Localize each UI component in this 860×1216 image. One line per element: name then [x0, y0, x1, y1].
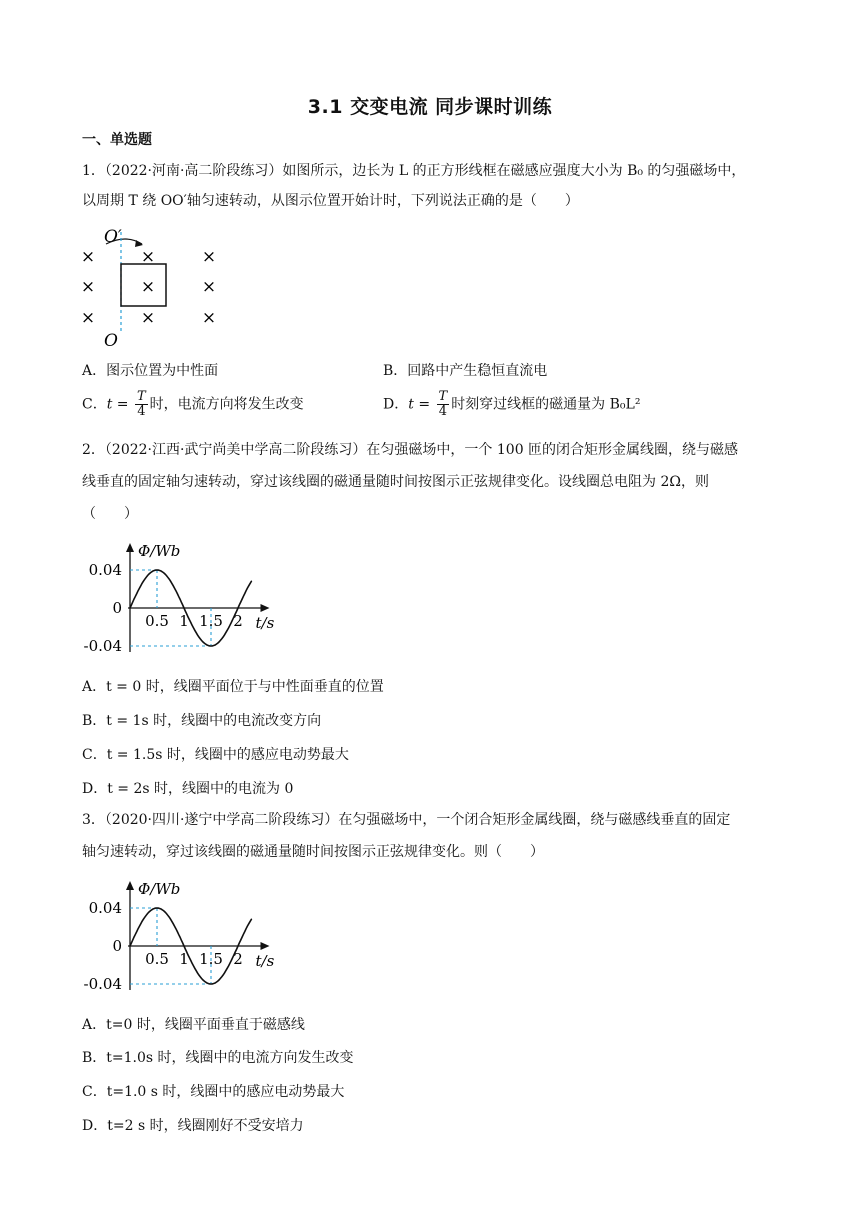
y-tick-label: -0.04	[83, 975, 122, 993]
q1-line-2: 以周期 T 绕 OO′轴匀速转动，从图示位置开始计时，下列说法正确的是（ ）	[82, 193, 579, 209]
y-axis-arrow	[126, 543, 134, 552]
q2-line-1: 2．（2022·江西·武宁尚美中学高二阶段练习）在匀强磁场中，一个 100 匝的闭合矩形金属线圈，绕与磁感	[82, 442, 739, 458]
x-tick-label: 1	[179, 950, 189, 968]
x-axis-label: t/s	[255, 952, 275, 970]
fraction-denominator: 4	[137, 404, 146, 419]
variable-t: t	[408, 396, 414, 413]
option-letter: C．	[82, 396, 107, 413]
fraction	[437, 390, 450, 419]
fraction-denominator: 4	[438, 404, 447, 419]
x-axis-label: t/s	[255, 614, 275, 632]
variable-t: t	[106, 396, 113, 413]
field-mark: ×	[201, 277, 217, 297]
label-o-prime: O′	[104, 227, 122, 247]
data-point	[143, 581, 144, 582]
data-point	[156, 569, 157, 570]
data-point	[183, 607, 184, 608]
option-letter: D．	[383, 396, 409, 413]
section-heading: 一、单选题	[82, 132, 152, 148]
label-o: O	[104, 331, 118, 351]
x-axis-arrow	[261, 604, 270, 612]
y-axis-label: Φ/Wb	[138, 542, 181, 560]
x-tick-label: 2	[233, 950, 243, 968]
data-point	[210, 983, 211, 984]
data-point	[210, 645, 211, 646]
y-tick-label: -0.04	[83, 637, 122, 655]
data-point	[197, 634, 198, 635]
y-tick-label: 0.04	[88, 561, 122, 579]
data-point	[251, 581, 252, 582]
q2-line-2: 线垂直的固定轴匀速转动，穿过该线圈的磁通量随时间按图示正弦规律变化。设线圈总电阻为 2Ω，则	[82, 474, 709, 490]
data-point	[224, 634, 225, 635]
field-mark: ×	[201, 247, 217, 267]
field-mark: ×	[80, 277, 96, 297]
option-text: 时，电流方向将发生改变	[149, 396, 304, 413]
y-axis-arrow	[126, 881, 134, 890]
q2-line-3: （ ）	[82, 506, 138, 522]
q2-option-c[interactable]: C．t = 1.5s 时，线圈中的感应电动势最大	[82, 747, 349, 763]
y-tick-label: 0.04	[88, 899, 122, 917]
q1-line-1: 1．（2022·河南·高二阶段练习）如图所示，边长为 L 的正方形线框在磁感应强度大小为 B₀ 的匀强磁场中，	[82, 163, 746, 179]
data-point	[197, 972, 198, 973]
data-point	[237, 607, 238, 608]
field-mark: ×	[140, 308, 156, 328]
field-mark: ×	[140, 247, 156, 267]
q1-option-a[interactable]: A．图示位置为中性面	[82, 363, 219, 379]
q2-option-a[interactable]: A．t = 0 时，线圈平面位于与中性面垂直的位置	[82, 679, 384, 695]
data-point	[251, 919, 252, 920]
q2-chart	[82, 538, 292, 663]
data-point	[129, 945, 130, 946]
data-point	[183, 945, 184, 946]
x-tick-label: 1.5	[199, 950, 223, 968]
q3-option-b[interactable]: B．t=1.0s 时，线圈中的电流方向发生改变	[82, 1050, 354, 1066]
q2-option-d[interactable]: D．t = 2s 时，线圈中的电流为 0	[82, 781, 294, 797]
field-mark: ×	[80, 247, 96, 267]
field-mark: ×	[80, 308, 96, 328]
q1-figure	[78, 222, 238, 350]
x-tick-label: 2	[233, 612, 243, 630]
x-tick-label: 0.5	[145, 612, 169, 630]
x-tick-label: 1.5	[199, 612, 223, 630]
q3-option-c[interactable]: C．t=1.0 s 时，线圈中的感应电动势最大	[82, 1084, 345, 1100]
q3-line-1: 3．（2020·四川·遂宁中学高二阶段练习）在匀强磁场中，一个闭合矩形金属线圈，绕与磁感线垂直的固定	[82, 812, 731, 828]
field-mark: ×	[201, 308, 217, 328]
q1-option-d[interactable]: D．t = $\frac{T}{4}$ 时刻穿过线框的磁通量为 B₀L²	[383, 389, 641, 419]
x-tick-label: 0.5	[145, 950, 169, 968]
fraction	[135, 390, 148, 419]
y-tick-label: 0	[112, 599, 122, 617]
x-tick-label: 1	[179, 612, 189, 630]
fraction-numerator: T	[438, 389, 448, 404]
option-text: 时刻穿过线框的磁通量为 B₀L²	[451, 396, 641, 413]
y-axis-label: Φ/Wb	[138, 880, 181, 898]
fraction-numerator: T	[137, 389, 146, 404]
x-axis-arrow	[261, 942, 270, 950]
data-point	[224, 972, 225, 973]
data-point	[143, 919, 144, 920]
q3-chart	[82, 876, 292, 1001]
data-point	[170, 581, 171, 582]
page-title: 3.1 交变电流 同步课时训练	[307, 96, 553, 118]
data-point	[170, 919, 171, 920]
q1-option-c[interactable]: C．t = $\frac{T}{4}$ 时，电流方向将发生改变	[82, 389, 304, 419]
q1-option-b[interactable]: B．回路中产生稳恒直流电	[383, 363, 548, 379]
q3-option-d[interactable]: D．t=2 s 时，线圈刚好不受安培力	[82, 1118, 304, 1134]
data-point	[237, 945, 238, 946]
y-tick-label: 0	[112, 937, 122, 955]
q3-option-a[interactable]: A．t=0 时，线圈平面垂直于磁感线	[82, 1017, 305, 1033]
q3-line-2: 轴匀速转动，穿过该线圈的磁通量随时间按图示正弦规律变化。则（ ）	[82, 844, 544, 860]
field-mark: ×	[140, 277, 156, 297]
q2-option-b[interactable]: B．t = 1s 时，线圈中的电流改变方向	[82, 713, 322, 729]
data-point	[156, 907, 157, 908]
data-point	[129, 607, 130, 608]
